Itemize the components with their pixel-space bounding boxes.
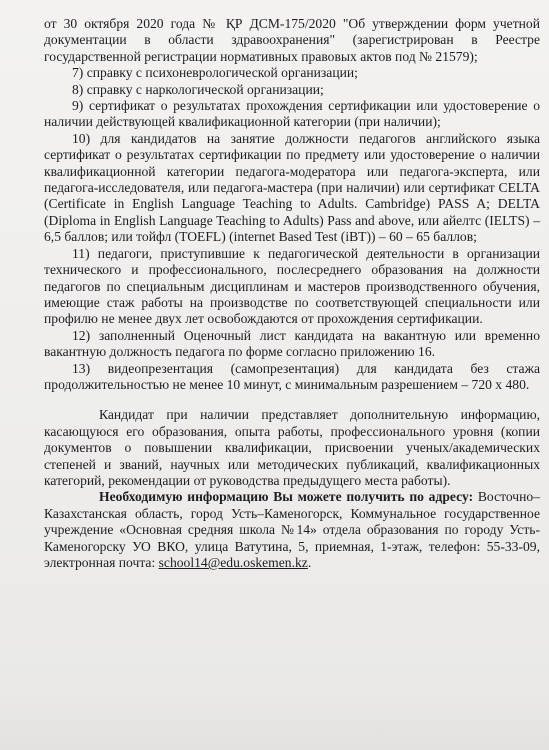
list-item-13: 13) видеопрезентация (самопрезентация) для кандидата без стажа продолжительностью не менее 10 минут, с минимальным разрешением – 720 x 480. (44, 360, 540, 392)
list-item-10: 10) для кандидатов на занятие должности педагогов английского языка сертификат о результатах сертификации по предмету или удостоверение о наличии квалификационной категории педагога-модератора или педагога-эксперта, или педагога-исследователя, или педагога-мастера (при наличии) или сертификат CELTA (Certificate in English Language Teaching to Adults. Cambridge) PASS A; DELTA (Diploma in English Language Teaching to Adults) Pass and above, или айелтс (IELTS) – 6,5 баллов; или тойфл (TOEFL) (internet Based Test (iBT)) – 60 – 65 баллов; (44, 130, 540, 245)
paragraph-intro: от 30 октября 2020 года № ҚР ДСМ-175/2020 "Об утверждении форм учетной документации в области здравоохранения" (зарегистрирован в Реестре государственной регистрации нормативных правовых актов под № 21579); (44, 16, 540, 64)
email-link[interactable]: school14@edu.oskemen.kz (158, 555, 308, 570)
paragraph-contact (44, 489, 540, 571)
list-item-9: 9) сертификат о результатах прохождения сертификации или удостоверение о наличии действующей квалификационной категории (при наличии); (44, 98, 540, 130)
list-item-7: 7) справку с психоневрологической организации; (72, 65, 358, 81)
list-item-11: 11) педагоги, приступившие к педагогической деятельности в организации технического и профессионального, послесреднего образования на должности педагогов по специальным дисциплинам и мастеров производственного обучения, имеющие стаж работы на производстве по соответствующей специальности или профилю не менее двух лет освобождаются от прохождения сертификации. (44, 245, 540, 327)
contact-address: Восточно–Казахстанская область, город Усть–Каменогорск, Коммунальное государственное учреждение «Основная средняя школа №14» отдела образования по городу Усть-Каменогорску УО ВКО, улица Ватутина, 5, приемная, 1-этаж, телефон: 55-33-09, электронная почта: (44, 489, 541, 570)
document-text (44, 16, 540, 571)
contact-tail: . (307, 555, 312, 570)
paragraph-candidate: Кандидат при наличии представляет дополнительную информацию, касающуюся его образования, опыта работы, профессионального уровня (копии документов о повышении квалификации, присвоении ученых/академических степеней и званий, научных или методических публикаций, квалификационных категорий, рекомендации от руководства предыдущего места работы). (44, 407, 540, 488)
paper-shadow (0, 690, 549, 750)
list-item-12: 12) заполненный Оценочный лист кандидата на вакантную или временно вакантную должность педагога по форме согласно приложению 16. (44, 327, 540, 360)
contact-lead: Необходимую информацию Вы можете получить по адресу: (99, 489, 474, 505)
list-item-8: 8) справку с наркологической организации; (72, 81, 324, 97)
paragraph-gap (44, 393, 540, 407)
